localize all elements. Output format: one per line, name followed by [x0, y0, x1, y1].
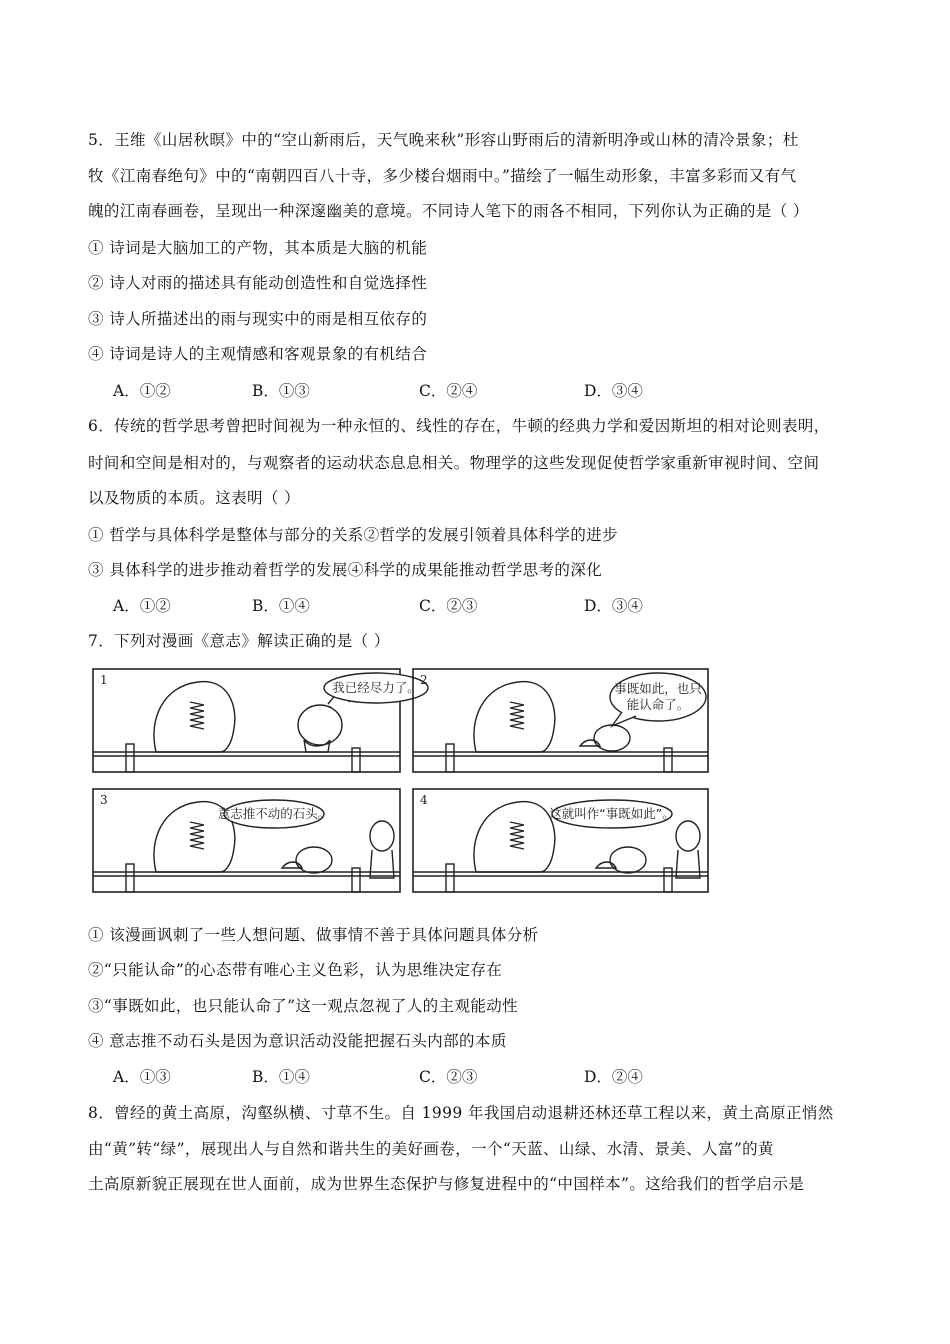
q5-stem-line-1: 5．王维《山居秋暝》中的“空山新雨后，天气晚来秋”形容山野雨后的清新明净或山林的清冷景象；杜 — [88, 131, 799, 149]
bubble-text-1: 我已经尽力了。 — [332, 680, 420, 695]
q5-option-a[interactable]: A．①② — [113, 382, 171, 400]
q5-statement-2: ② 诗人对雨的描述具有能动创造性和自觉选择性 — [88, 274, 428, 292]
q6-statement-1: ① 哲学与具体科学是整体与部分的关系②哲学的发展引领着具体科学的进步 — [88, 526, 619, 544]
comic-illustration — [92, 668, 712, 894]
bubble-text-3: 意志推不动的石头。 — [217, 806, 331, 821]
q7-stem: 7．下列对漫画《意志》解读正确的是（ ） — [88, 632, 390, 650]
comic-panel-2 — [413, 669, 708, 772]
q5-statement-3: ③ 诗人所描述出的雨与现实中的雨是相互依存的 — [88, 310, 428, 328]
q6-option-b[interactable]: B．①④ — [252, 597, 310, 615]
comic-panel-3 — [93, 789, 400, 892]
q6-option-a[interactable]: A．①② — [113, 597, 171, 615]
q7-option-a[interactable]: A．①③ — [113, 1068, 171, 1086]
q7-statement-1: ① 该漫画讽刺了一些人想问题、做事情不善于具体问题具体分析 — [88, 926, 539, 944]
bubble-text-4: 这就叫作“事既如此”。 — [549, 806, 675, 821]
q8-stem-line-3: 土高原新貌正展现在世人面前，成为世界生态保护与修复进程中的“中国样本”。这给我们的哲学启示是 — [88, 1175, 805, 1193]
q5-statement-4: ④ 诗词是诗人的主观情感和客观景象的有机结合 — [88, 345, 428, 363]
q6-option-d[interactable]: D．③④ — [584, 597, 643, 615]
q5-stem-line-3: 魄的江南春画卷，呈现出一种深邃幽美的意境。不同诗人笔下的雨各不相同，下列你认为正确的是（ ） — [88, 202, 809, 220]
q7-option-d[interactable]: D．②④ — [584, 1068, 643, 1086]
q5-option-b[interactable]: B．①③ — [252, 382, 310, 400]
bubble-text-2a: 事既如此，也只 — [614, 681, 702, 696]
comic-panel-4 — [413, 789, 708, 892]
panel-number-2: 2 — [420, 673, 428, 687]
panel-number-4: 4 — [420, 793, 428, 807]
q6-option-c[interactable]: C．②③ — [419, 597, 478, 615]
q7-statement-4: ④ 意志推不动石头是因为意识活动没能把握石头内部的本质 — [88, 1032, 507, 1050]
comic-panel-1 — [93, 669, 428, 772]
q6-statement-2: ③ 具体科学的进步推动着哲学的发展④科学的成果能推动哲学思考的深化 — [88, 561, 603, 579]
q5-stem-line-2: 牧《江南春绝句》中的“南朝四百八十寺，多少楼台烟雨中。”描绘了一幅生动形象，丰富多彩而又有气 — [88, 167, 797, 185]
q5-option-c[interactable]: C．②④ — [419, 382, 478, 400]
q7-statement-2: ②“只能认命”的心态带有唯心主义色彩，认为思维决定存在 — [88, 961, 503, 979]
bubble-text-2b: 能认命了。 — [626, 697, 690, 712]
q6-stem-line-2: 时间和空间是相对的，与观察者的运动状态息息相关。物理学的这些发现促使哲学家重新审视时间、空间 — [88, 454, 820, 472]
panel-number-3: 3 — [100, 793, 108, 807]
q8-stem-line-1: 8．曾经的黄土高原，沟壑纵横、寸草不生。自 1999 年我国启动退耕还林还草工程以来，黄土高原正悄然 — [88, 1104, 834, 1122]
q7-option-c[interactable]: C．②③ — [419, 1068, 478, 1086]
q6-stem-line-1: 6．传统的哲学思考曾把时间视为一种永恒的、线性的存在，牛顿的经典力学和爱因斯坦的相对论则表明， — [88, 417, 830, 435]
panel-number-1: 1 — [100, 673, 108, 687]
q6-stem-line-3: 以及物质的本质。这表明（ ） — [88, 489, 301, 507]
q5-statement-1: ① 诗词是大脑加工的产物，其本质是大脑的机能 — [88, 239, 428, 257]
boulder — [154, 682, 235, 752]
q7-statement-3: ③“事既如此，也只能认命了”这一观点忽视了人的主观能动性 — [88, 997, 519, 1015]
q5-option-d[interactable]: D．③④ — [584, 382, 643, 400]
q7-option-b[interactable]: B．①④ — [252, 1068, 310, 1086]
boulder — [474, 682, 555, 752]
q8-stem-line-2: 由“黄”转“绿”，展现出人与自然和谐共生的美好画卷，一个“天蓝、山绿、水清、景美、人富”的黄 — [88, 1140, 774, 1158]
boulder — [474, 802, 555, 872]
